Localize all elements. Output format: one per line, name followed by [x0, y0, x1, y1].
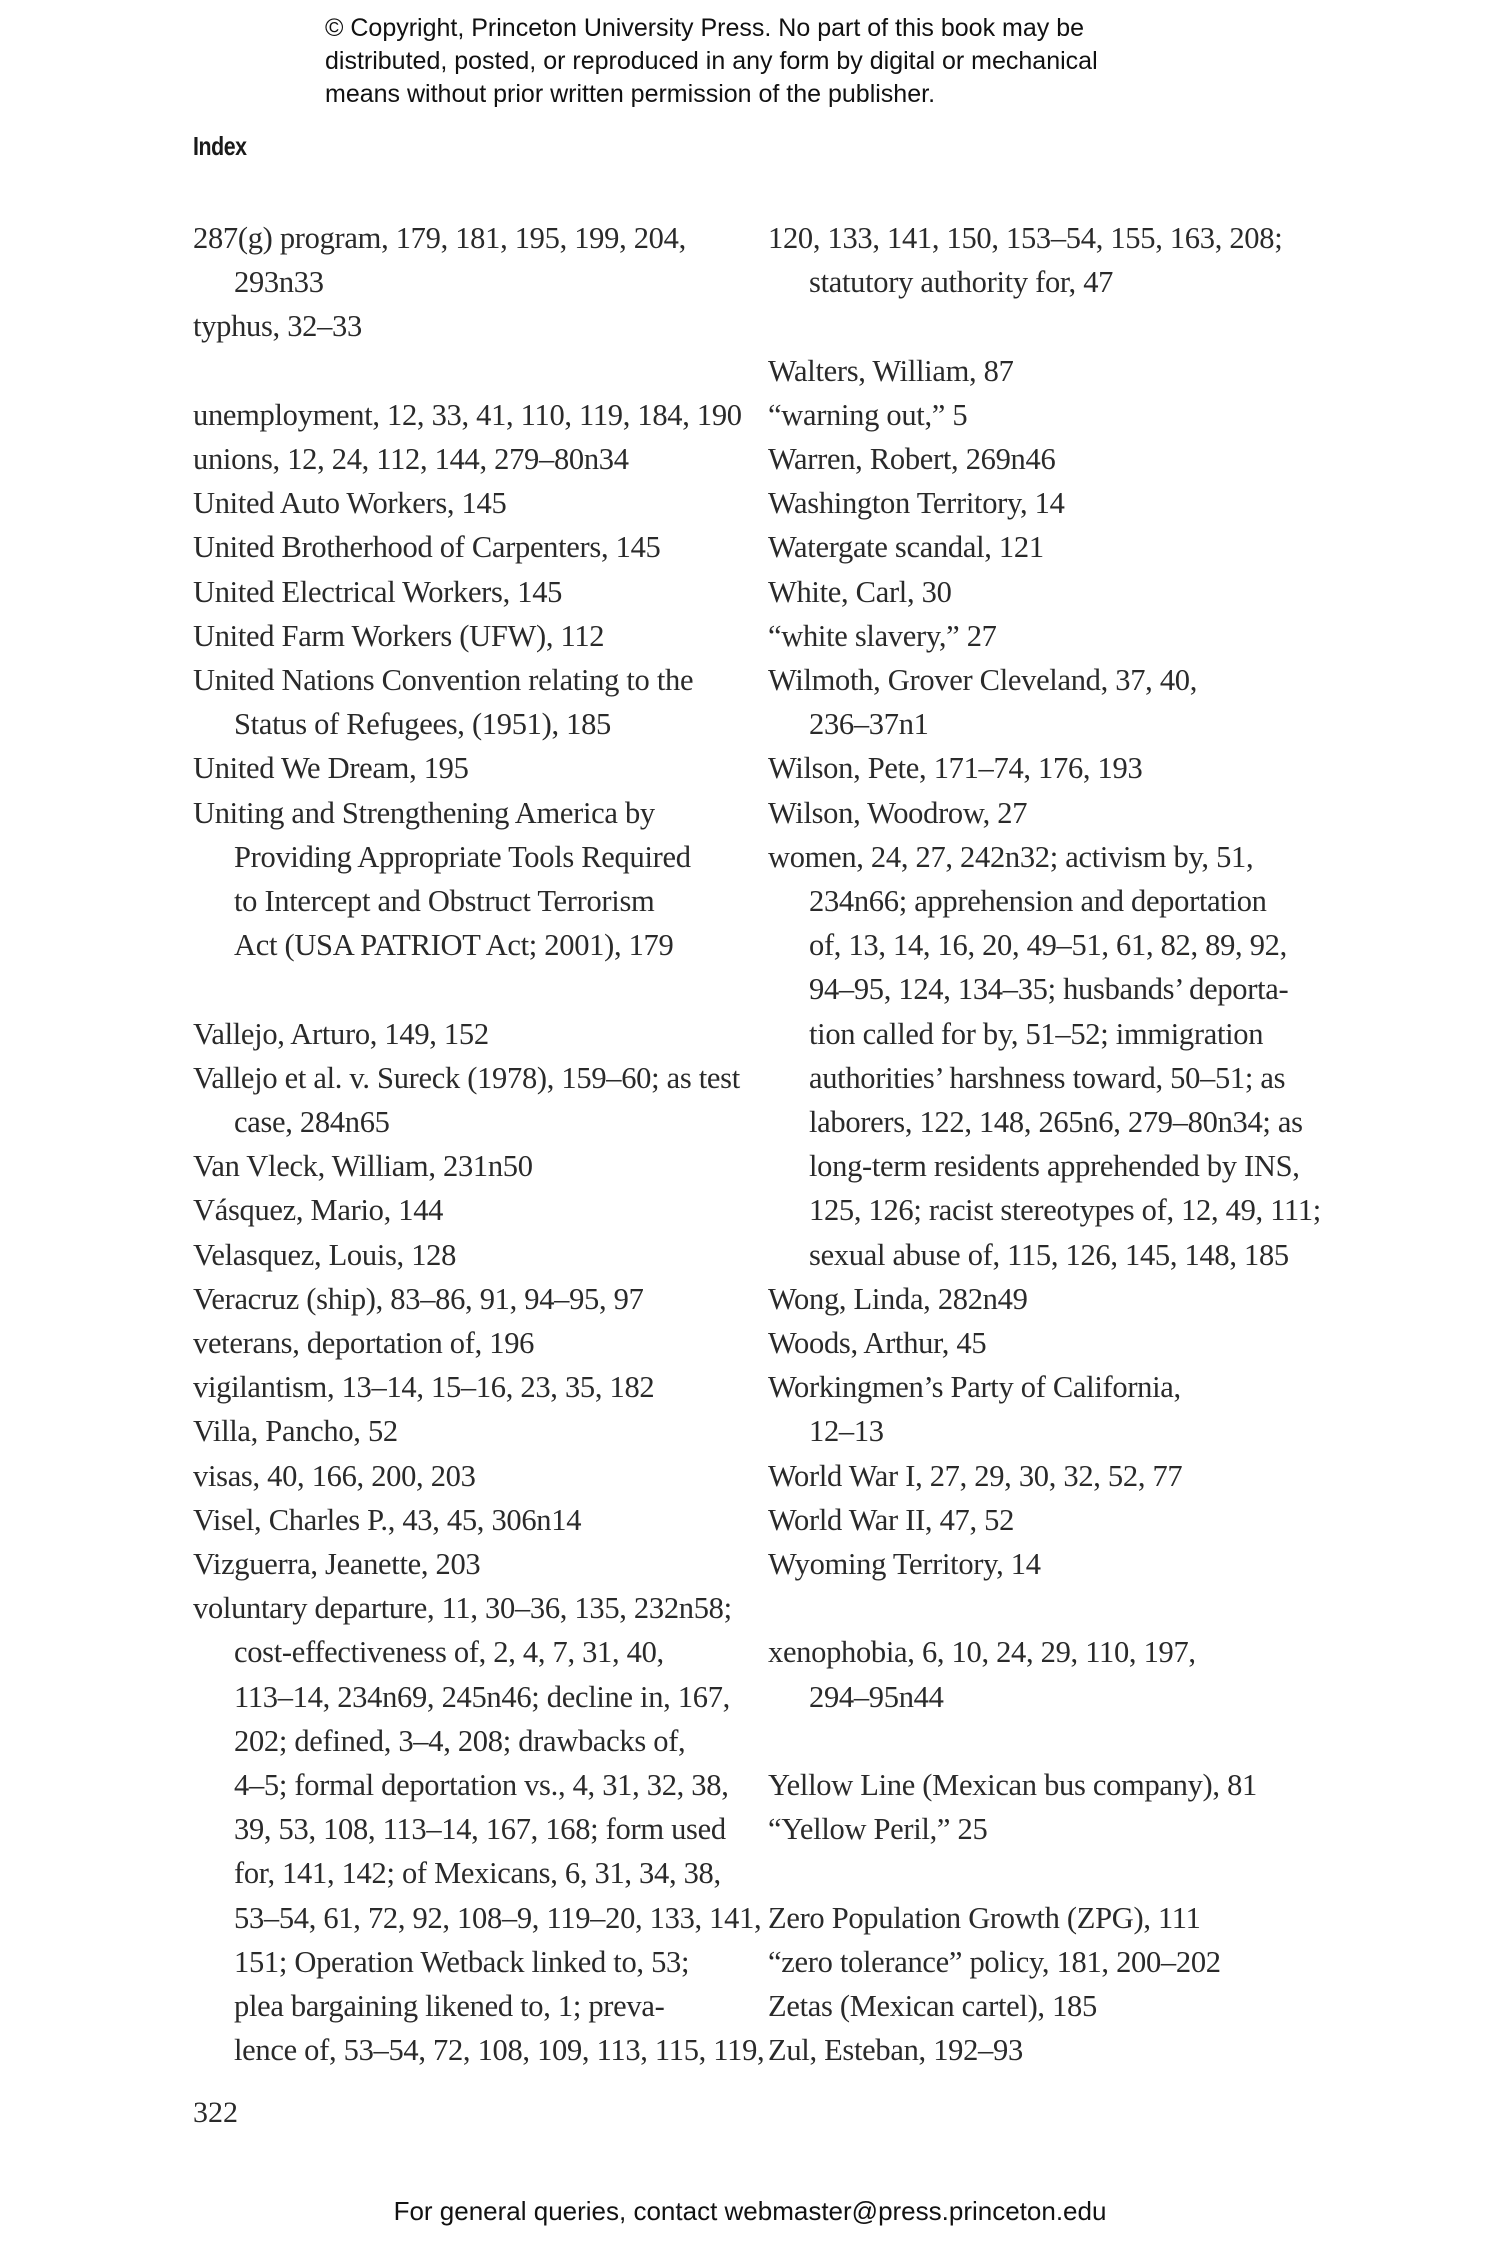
copyright-line: © Copyright, Princeton University Press. No part of this book may be	[325, 14, 1085, 42]
index-entry-continuation: plea bargaining likened to, 1; preva-	[234, 1989, 665, 2024]
index-entry	[768, 1763, 1313, 1807]
index-entry	[768, 393, 1313, 437]
index-entry-text: 120, 133, 141, 150, 153–54, 155, 163, 208;	[768, 221, 1283, 255]
index-entry-text: Warren, Robert, 269n46	[768, 442, 1056, 476]
index-entry	[193, 393, 742, 437]
index-entry-text: “Yellow Peril,” 25	[768, 1812, 988, 1847]
letter-group-gap	[768, 1851, 1313, 1895]
index-entry-text: Zero Population Growth (ZPG), 111	[768, 1900, 1201, 1935]
index-entry-continuation: case, 284n65	[234, 1105, 390, 1140]
index-entry-text: xenophobia, 6, 10, 24, 29, 110, 197,	[768, 1635, 1196, 1670]
index-entry-text: vigilantism, 13–14, 15–16, 23, 35, 182	[193, 1370, 655, 1405]
index-entry	[768, 1542, 1313, 1586]
index-entry	[768, 2028, 1313, 2072]
index-entry	[768, 349, 1313, 393]
copyright-notice	[325, 12, 1225, 111]
index-entry-continuation: authorities’ harshness toward, 50–51; as	[809, 1060, 1286, 1095]
index-entry-text: World War I, 27, 29, 30, 32, 52, 77	[768, 1458, 1183, 1493]
index-entry-continuation: 113–14, 234n69, 245n46; decline in, 167,	[234, 1679, 731, 1714]
index-entry-text: United Farm Workers (UFW), 112	[193, 618, 605, 653]
index-entry-text: Vallejo et al. v. Sureck (1978), 159–60; as test	[193, 1060, 740, 1095]
index-entry-continuation: 125, 126; racist stereotypes of, 12, 49, 111;	[809, 1193, 1321, 1228]
index-entry	[193, 1454, 738, 1498]
index-entry-text: Yellow Line (Mexican bus company), 81	[768, 1768, 1257, 1803]
index-entry-text: United Auto Workers, 145	[193, 486, 507, 521]
index-entry-text: typhus, 32–33	[193, 309, 362, 344]
index-entry-text: United Nations Convention relating to the	[193, 663, 694, 698]
index-entry	[768, 570, 1313, 614]
index-entry-text: Uniting and Strengthening America by	[193, 795, 655, 830]
index-entry	[193, 1321, 738, 1365]
index-entry-text: Velasquez, Louis, 128	[193, 1237, 457, 1272]
footer-notice: For general queries, contact webmaster@press.princeton.edu	[393, 2196, 1107, 2226]
index-entry	[768, 481, 1313, 525]
index-entry-continuation: 4–5; formal deportation vs., 4, 31, 32, 38,	[234, 1768, 729, 1803]
index-entry-continuation: 39, 53, 108, 113–14, 167, 168; form used	[234, 1812, 726, 1847]
index-entry-text: United Brotherhood of Carpenters, 145	[193, 530, 661, 565]
index-entry	[193, 1056, 738, 1144]
index-entry-text: women, 24, 27, 242n32; activism by, 51,	[768, 839, 1254, 874]
index-entry-continuation: Status of Refugees, (1951), 185	[234, 707, 611, 742]
copyright-line: means without prior written permission of the publisher.	[325, 80, 936, 108]
letter-group-gap	[768, 1719, 1313, 1763]
index-entry	[768, 1984, 1313, 2028]
index-entry-continuation: long-term residents apprehended by INS,	[809, 1149, 1300, 1184]
index-entry-continuation: 236–37n1	[809, 707, 929, 742]
index-entry-continuation: 294–95n44	[809, 1679, 944, 1714]
index-entry-text: Woods, Arthur, 45	[768, 1326, 987, 1361]
index-entry	[768, 658, 1313, 746]
index-entry-text: Walters, William, 87	[768, 353, 1014, 388]
index-entry	[193, 1498, 738, 1542]
index-entry-continuation: 94–95, 124, 134–35; husbands’ deporta-	[809, 972, 1289, 1007]
index-entry-continuation: 293n33	[234, 265, 324, 300]
index-entry-text: Veracruz (ship), 83–86, 91, 94–95, 97	[193, 1281, 644, 1316]
index-entry-text: Vizguerra, Jeanette, 203	[193, 1547, 481, 1582]
index-entry	[768, 1454, 1313, 1498]
index-entry	[193, 1144, 738, 1188]
running-head: Index	[193, 131, 247, 161]
index-entry-text: Watergate scandal, 121	[768, 530, 1044, 565]
index-entry	[193, 216, 738, 304]
index-entry	[193, 1586, 765, 2072]
index-entry-text: unemployment, 12, 33, 41, 110, 119, 184, 190	[193, 397, 742, 432]
index-entry	[768, 1896, 1313, 1940]
index-entry	[193, 481, 738, 525]
index-entry-text: Van Vleck, William, 231n50	[193, 1149, 533, 1184]
index-entry	[193, 1012, 738, 1056]
index-entry-continuation: 151; Operation Wetback linked to, 53;	[234, 1944, 690, 1979]
index-entry-text: Wilson, Woodrow, 27	[768, 795, 1028, 830]
index-entry-text: United We Dream, 195	[193, 751, 469, 786]
index-entry-continuation: 53–54, 61, 72, 92, 108–9, 119–20, 133, 141,	[234, 1900, 762, 1935]
index-entry	[193, 1233, 738, 1277]
letter-group-gap	[193, 349, 738, 393]
index-entry-text: Zetas (Mexican cartel), 185	[768, 1989, 1097, 2024]
index-entry-text: “white slavery,” 27	[768, 618, 997, 653]
index-entry	[768, 746, 1313, 790]
index-entry-text: Wilson, Pete, 171–74, 176, 193	[768, 751, 1143, 786]
index-entry	[768, 216, 1313, 304]
index-entry	[193, 746, 738, 790]
index-entry	[193, 1188, 738, 1232]
index-entry-text: Vásquez, Mario, 144	[193, 1193, 444, 1228]
index-entry-continuation: Act (USA PATRIOT Act; 2001), 179	[234, 928, 674, 963]
index-entry-text: “zero tolerance” policy, 181, 200–202	[768, 1944, 1221, 1979]
index-entry-text: voluntary departure, 11, 30–36, 135, 232n58;	[193, 1591, 732, 1626]
index-entry-text: “warning out,” 5	[768, 397, 968, 432]
index-entry-text: unions, 12, 24, 112, 144, 279–80n34	[193, 442, 629, 476]
letter-group-gap	[193, 967, 738, 1011]
index-entry-continuation: laborers, 122, 148, 265n6, 279–80n34; as	[809, 1105, 1303, 1140]
page-number: 322	[193, 2096, 238, 2129]
copyright-line: distributed, posted, or reproduced in any form by digital or mechanical	[325, 47, 1098, 75]
index-entry-text: World War II, 47, 52	[768, 1502, 1015, 1537]
index-entry	[768, 1498, 1313, 1542]
index-column-right	[768, 216, 1321, 2072]
index-entry-continuation: 12–13	[809, 1414, 884, 1449]
index-entry	[193, 304, 738, 348]
index-entry-continuation: 202; defined, 3–4, 208; drawbacks of,	[234, 1723, 686, 1758]
index-entry-text: Zul, Esteban, 192–93	[768, 2033, 1023, 2068]
index-entry-text: 287(g) program, 179, 181, 195, 199, 204,	[193, 221, 686, 255]
index-entry	[193, 437, 738, 481]
index-entry-continuation: to Intercept and Obstruct Terrorism	[234, 884, 655, 919]
index-entry	[768, 1365, 1313, 1453]
index-entry	[768, 525, 1313, 569]
index-entry	[768, 1321, 1313, 1365]
index-entry-continuation: Providing Appropriate Tools Required	[234, 839, 691, 874]
index-entry-continuation: statutory authority for, 47	[809, 265, 1114, 300]
letter-group-gap	[768, 304, 1313, 348]
index-entry	[193, 658, 738, 746]
index-entry	[768, 835, 1321, 1277]
index-entry	[193, 614, 738, 658]
index-entry-text: veterans, deportation of, 196	[193, 1326, 535, 1361]
index-entry-continuation: for, 141, 142; of Mexicans, 6, 31, 34, 38,	[234, 1856, 721, 1891]
index-entry	[768, 1277, 1313, 1321]
index-entry	[768, 1940, 1313, 1984]
index-entry-text: United Electrical Workers, 145	[193, 574, 563, 609]
index-entry-text: Wong, Linda, 282n49	[768, 1281, 1028, 1316]
index-entry-continuation: 234n66; apprehension and deportation	[809, 884, 1267, 919]
index-entry-text: Villa, Pancho, 52	[193, 1414, 398, 1449]
index-entry-text: Wyoming Territory, 14	[768, 1547, 1041, 1582]
index-entry-text: Washington Territory, 14	[768, 486, 1065, 521]
index-entry	[193, 1277, 738, 1321]
index-entry-continuation: tion called for by, 51–52; immigration	[809, 1016, 1264, 1051]
index-entry	[193, 1409, 738, 1453]
index-entry	[193, 791, 738, 968]
index-entry-text: Wilmoth, Grover Cleveland, 37, 40,	[768, 663, 1198, 698]
index-entry	[768, 791, 1313, 835]
index-entry-continuation: lence of, 53–54, 72, 108, 109, 113, 115, 119,	[234, 2033, 765, 2068]
index-entry-continuation: of, 13, 14, 16, 20, 49–51, 61, 82, 89, 92,	[809, 928, 1287, 963]
index-entry-continuation: sexual abuse of, 115, 126, 145, 148, 185	[809, 1237, 1289, 1272]
index-entry-text: White, Carl, 30	[768, 574, 952, 609]
index-entry-text: Visel, Charles P., 43, 45, 306n14	[193, 1502, 582, 1537]
index-entry-text: Workingmen’s Party of California,	[768, 1370, 1181, 1405]
index-entry	[768, 1807, 1313, 1851]
index-column-left	[193, 216, 765, 2073]
index-entry	[768, 1630, 1313, 1718]
index-entry	[193, 525, 738, 569]
index-entry	[193, 1542, 738, 1586]
index-entry	[768, 437, 1313, 481]
index-entry	[193, 570, 738, 614]
letter-group-gap	[768, 1586, 1313, 1630]
index-entry	[193, 1365, 738, 1409]
index-entry	[768, 614, 1313, 658]
index-entry-text: Vallejo, Arturo, 149, 152	[193, 1016, 489, 1051]
index-entry-text: visas, 40, 166, 200, 203	[193, 1458, 476, 1493]
index-entry-continuation: cost-effectiveness of, 2, 4, 7, 31, 40,	[234, 1635, 664, 1670]
